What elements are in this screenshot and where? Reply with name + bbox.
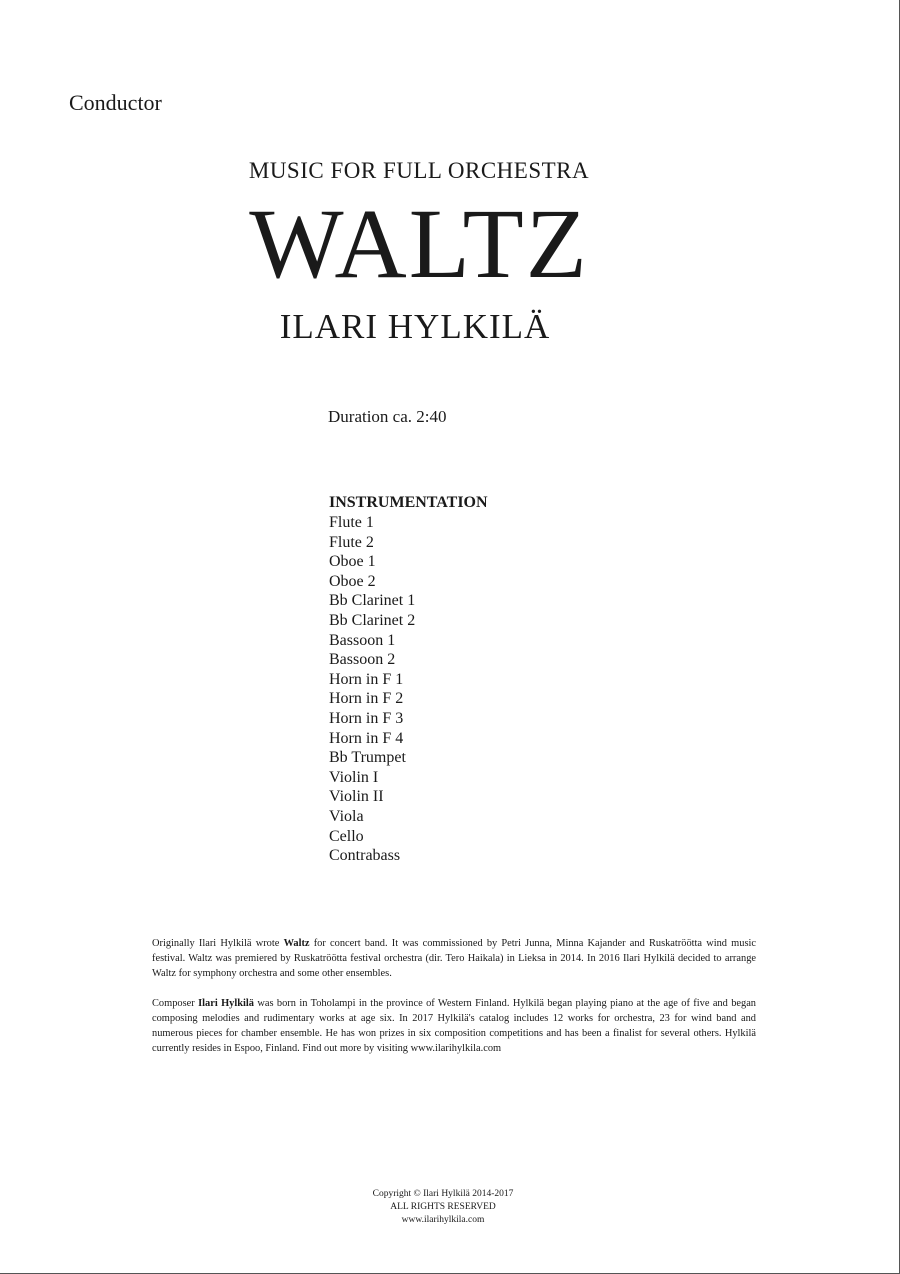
instrument-item: Flute 2 <box>329 533 374 551</box>
instrument-item: Flute 1 <box>329 514 374 531</box>
composer-name: ILARI HYLKILÄ <box>279 307 551 346</box>
instrument-item: Oboe 1 <box>329 553 376 571</box>
instrument-item: Bassoon 1 <box>329 631 396 649</box>
website-line: www.ilarihylkila.com <box>401 1215 485 1225</box>
instrument-item: Oboe 2 <box>329 572 376 590</box>
instrument-item: Horn in F 3 <box>329 709 404 727</box>
instrument-item: Horn in F 2 <box>329 690 404 708</box>
instrument-item: Violin II <box>329 788 384 806</box>
program-notes <box>152 936 756 1070</box>
rights-line: ALL RIGHTS RESERVED <box>390 1202 496 1212</box>
bio-text: was born in Toholampi in the province of Western Finland. Hylkilä began playing piano at the age of five and began composing melodies and rudimentary works at age six. In 2017 Hylkilä's catalog includes 12 works for orchestra, 23 for wind band and numerous pieces for chamber ensemble. He has won prizes in six composition competitions and has been a finalist for several others. Hylkilä currently resides in Espoo, Finland. Find out more by visiting www.ilarihylkila.com <box>152 997 757 1055</box>
duration: Duration ca. 2:40 <box>328 407 447 426</box>
copyright-line: Copyright © Ilari Hylkilä 2014-2017 <box>372 1189 514 1199</box>
instrument-item: Bb Clarinet 1 <box>329 592 416 610</box>
instrument-item: Horn in F 4 <box>329 729 404 747</box>
subtitle: MUSIC FOR FULL ORCHESTRA <box>248 158 590 183</box>
instrument-item: Bb Trumpet <box>329 749 406 767</box>
instrument-item: Contrabass <box>329 847 401 865</box>
part-label: Conductor <box>69 90 162 115</box>
note-text: for concert band. It was commissioned by Petri Junna, Minna Kajander and Ruskatröötta wind music festival. Waltz was premiered by Ruskatröötta festival orchestra (dir. Tero Haikala) in Lieksa in 2014. In 2016 Ilari Hylkilä decided to arrange Waltz for symphony orchestra and some other ensembles. <box>152 938 757 980</box>
note-bold-title: Waltz <box>283 938 310 949</box>
instrument-item: Violin I <box>329 768 379 786</box>
instrument-item: Cello <box>329 827 364 845</box>
copyright-footer <box>0 1188 886 1227</box>
bio-text: Composer <box>152 997 199 1009</box>
page-title: WALTZ <box>249 188 589 299</box>
program-note-paragraph <box>152 936 756 982</box>
note-text: Originally Ilari Hylkilä wrote <box>152 938 284 949</box>
instrument-item: Bassoon 2 <box>329 651 396 669</box>
instrumentation-section <box>329 493 488 866</box>
instrument-item: Horn in F 1 <box>329 670 404 688</box>
instrument-item: Viola <box>329 807 364 825</box>
instrument-list <box>329 513 488 866</box>
instrumentation-heading: INSTRUMENTATION <box>329 494 488 511</box>
bio-bold-name: Ilari Hylkilä <box>198 997 255 1009</box>
composer-bio-paragraph <box>152 996 756 1057</box>
instrument-item: Bb Clarinet 2 <box>329 611 416 629</box>
